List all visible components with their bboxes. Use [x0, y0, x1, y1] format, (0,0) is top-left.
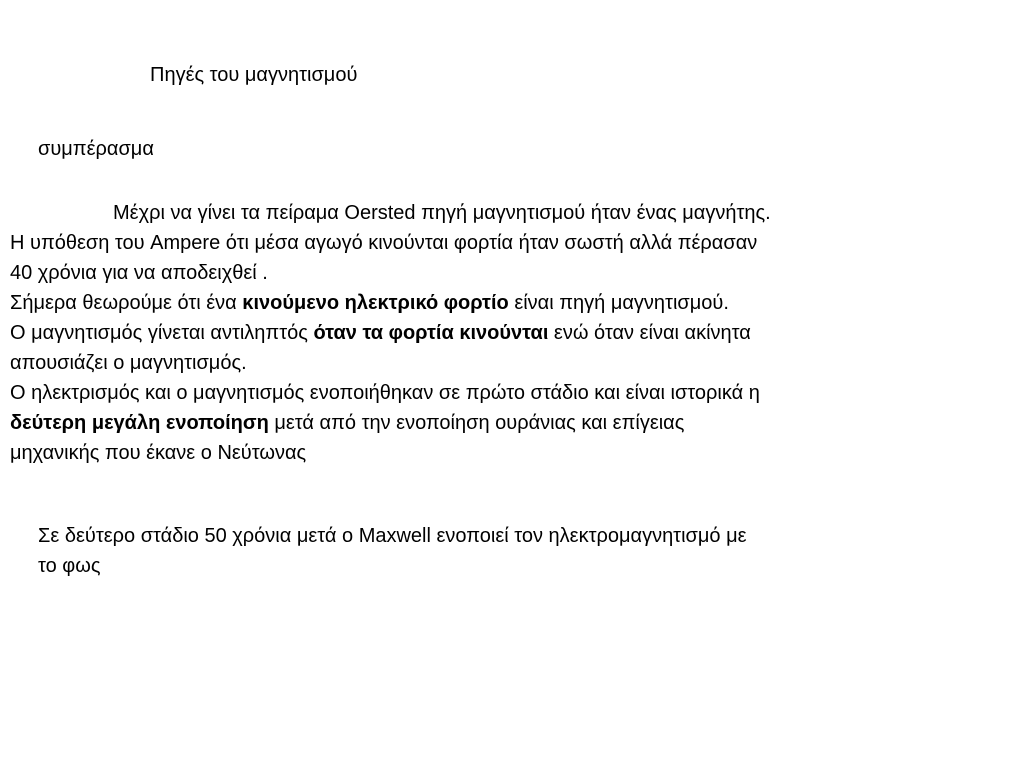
text-line: Μέχρι να γίνει τα πείραμα Oersted πηγή μαγνητισμού ήταν ένας μαγνήτης.: [113, 202, 771, 224]
text-line: Ο ηλεκτρισμός και ο μαγνητισμός ενοποιήθηκαν σε πρώτο στάδιο και είναι ιστορικά η: [10, 382, 760, 404]
emphasized-text: όταν τα φορτία κινούνται: [313, 322, 549, 344]
text-line: 40 χρόνια για να αποδειχθεί .: [10, 262, 268, 284]
text-run: Ο μαγνητισμός γίνεται αντιληπτός: [10, 322, 314, 344]
text-line: [10, 318, 1000, 348]
text-run: Σήμερα θεωρούμε ότι ένα: [10, 292, 243, 314]
closing-paragraph: [38, 521, 998, 581]
text-run: είναι πηγή μαγνητισμού.: [508, 292, 729, 314]
text-line: απουσιάζει ο μαγνητισμός.: [10, 352, 247, 374]
text-run: ενώ όταν είναι ακίνητα: [548, 322, 751, 344]
text-line: μηχανικής που έκανε ο Νεύτωνας: [10, 442, 307, 464]
text-run: μετά από την ενοποίηση ουράνιας και επίγειας: [268, 412, 685, 434]
main-paragraph: [10, 198, 1000, 468]
slide-title: Πηγές του μαγνητισμού: [150, 64, 358, 86]
text-line: Η υπόθεση του Ampere ότι μέσα αγωγό κινούνται φορτία ήταν σωστή αλλά πέρασαν: [10, 232, 758, 254]
section-heading: συμπέρασμα: [38, 138, 154, 160]
text-line: [10, 408, 1000, 438]
text-line: [10, 288, 1000, 318]
text-line: το φως: [38, 555, 101, 577]
emphasized-text: κινούμενο ηλεκτρικό φορτίο: [242, 292, 509, 314]
text-line: Σε δεύτερο στάδιο 50 χρόνια μετά ο Maxwell ενοποιεί τον ηλεκτρομαγνητισμό με: [38, 525, 747, 547]
emphasized-text: δεύτερη μεγάλη ενοποίηση: [10, 412, 269, 434]
